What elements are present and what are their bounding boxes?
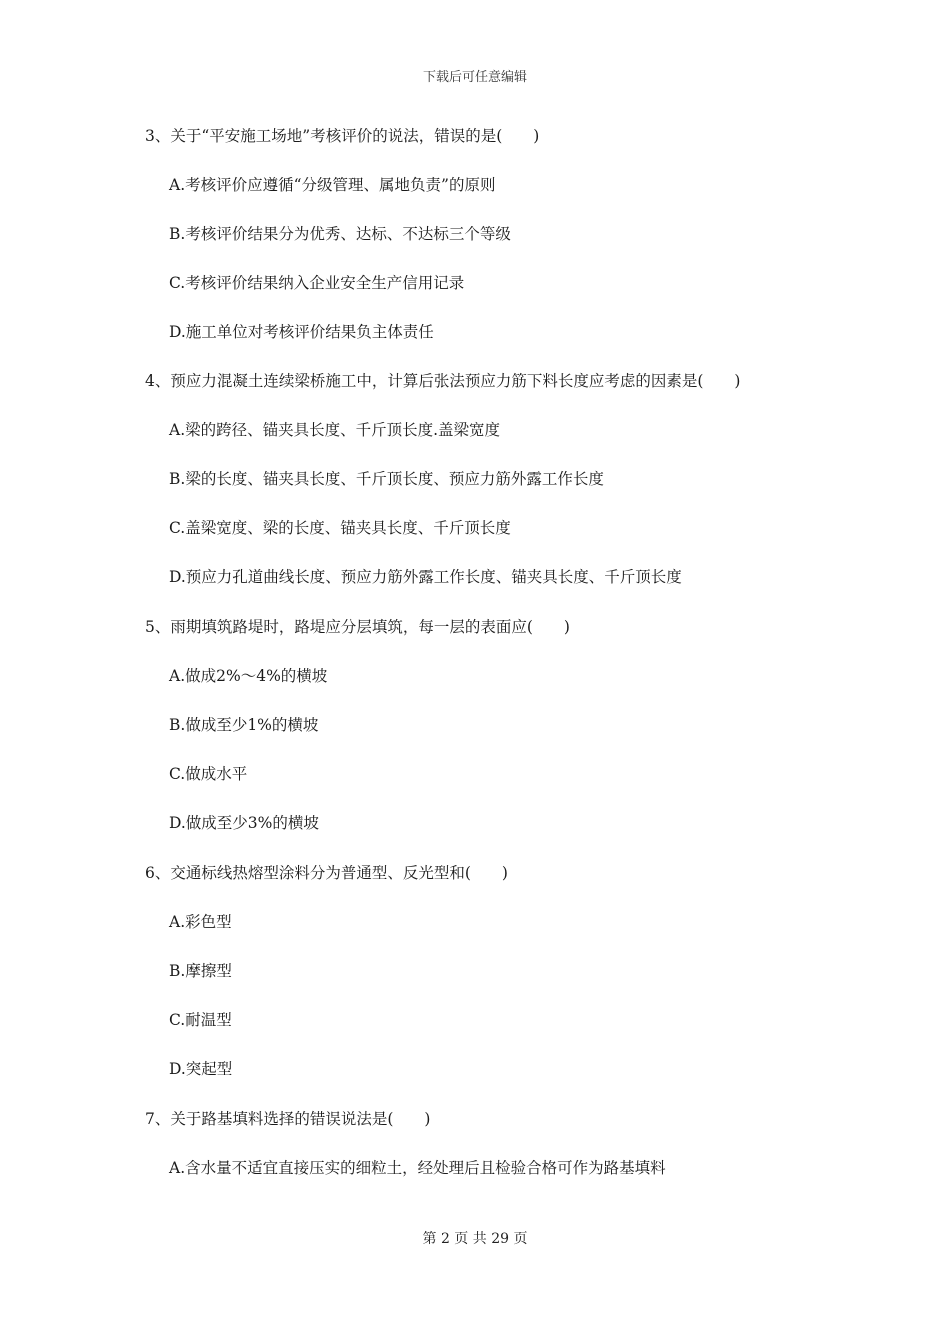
question-option: C.做成水平 [169, 765, 248, 783]
question-stem: 4、预应力混凝土连续梁桥施工中，计算后张法预应力筋下料长度应考虑的因素是( ) [145, 372, 741, 390]
question-option: D.突起型 [169, 1060, 233, 1078]
question-option: D.预应力孔道曲线长度、预应力筋外露工作长度、锚夹具长度、千斤顶长度 [169, 568, 682, 586]
question-option: C.耐温型 [169, 1011, 232, 1029]
question-option: A.考核评价应遵循“分级管理、属地负责”的原则 [169, 176, 496, 194]
question-option: C.盖梁宽度、梁的长度、锚夹具长度、千斤顶长度 [169, 519, 511, 537]
question-option: A.含水量不适宜直接压实的细粒土，经处理后且检验合格可作为路基填料 [169, 1159, 666, 1177]
question-option: B.考核评价结果分为优秀、达标、不达标三个等级 [169, 225, 511, 243]
question-stem: 5、雨期填筑路堤时，路堤应分层填筑，每一层的表面应( ) [145, 618, 570, 636]
question-option: D.做成至少3%的横坡 [169, 814, 319, 832]
question-stem: 6、交通标线热熔型涂料分为普通型、反光型和( ) [145, 864, 508, 882]
question-option: A.做成2%～4%的横坡 [169, 667, 328, 685]
question-option: A.彩色型 [169, 913, 232, 931]
question-option: D.施工单位对考核评价结果负主体责任 [169, 323, 434, 341]
question-option: B.摩擦型 [169, 962, 232, 980]
question-option: A.梁的跨径、锚夹具长度、千斤顶长度.盖梁宽度 [169, 421, 501, 439]
question-option: B.梁的长度、锚夹具长度、千斤顶长度、预应力筋外露工作长度 [169, 470, 604, 488]
question-stem: 3、关于“平安施工场地”考核评价的说法，错误的是( ) [145, 127, 540, 145]
page-header: 下载后可任意编辑 [422, 70, 527, 85]
question-stem: 7、关于路基填料选择的错误说法是( ) [145, 1110, 431, 1128]
question-option: B.做成至少1%的横坡 [169, 716, 319, 734]
question-option: C.考核评价结果纳入企业安全生产信用记录 [169, 274, 465, 292]
page-footer: 第 2 页 共 29 页 [422, 1231, 528, 1247]
